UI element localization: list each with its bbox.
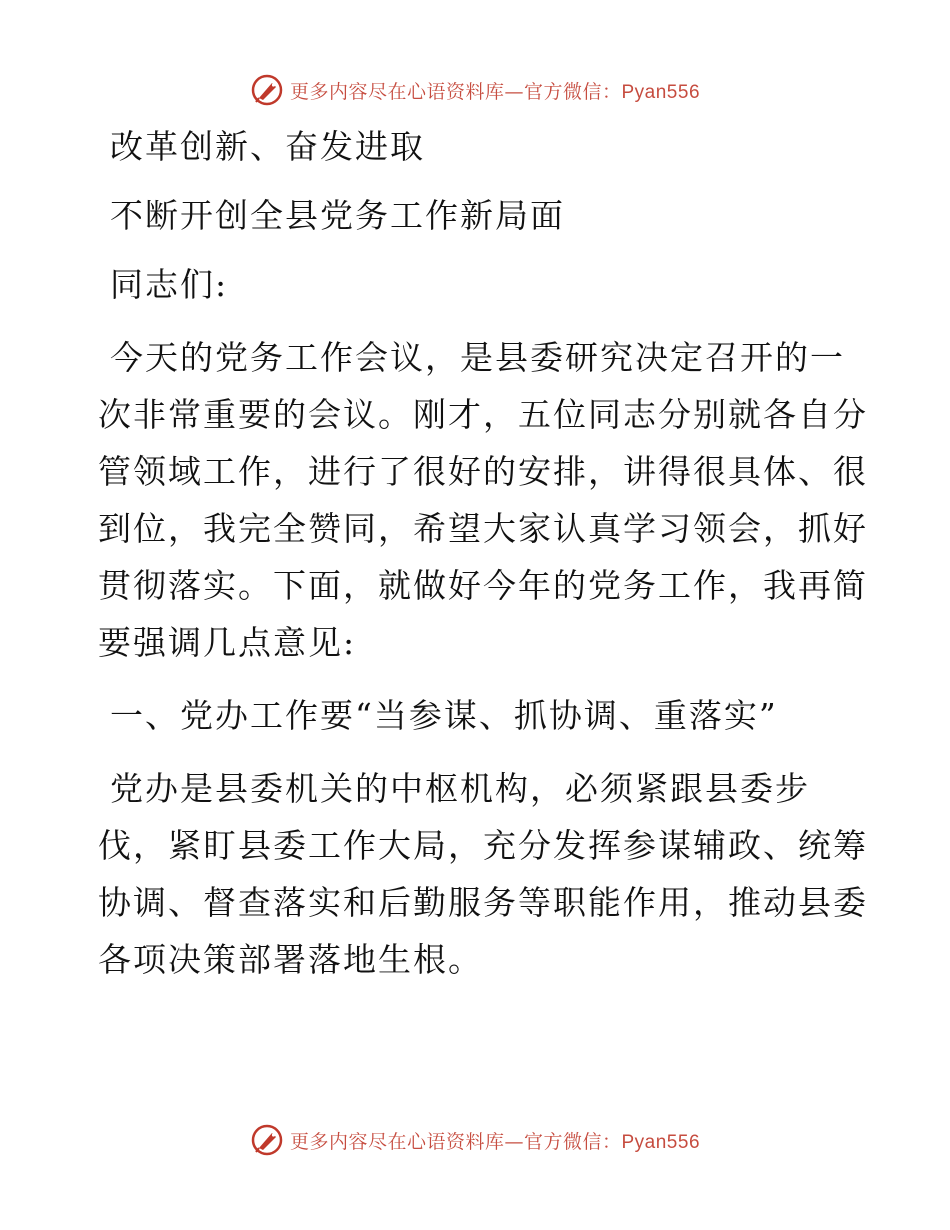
- watermark-text: 更多内容尽在心语资料库—官方微信：Pyan556: [289, 80, 701, 103]
- header-watermark: [0, 70, 950, 110]
- paragraph-line: 协调、督查落实和后勤服务等职能作用，推动县委: [98, 883, 868, 922]
- paragraph-line: 到位，我完全赞同，希望大家认真学习领会，抓好: [98, 509, 868, 548]
- footer-watermark: [0, 1120, 950, 1160]
- document-title-line-2: 不断开创全县党务工作新局面: [110, 196, 565, 235]
- salutation: 同志们:: [110, 265, 229, 304]
- pen-nib-logo-icon: [250, 1123, 284, 1157]
- paragraph-2: [98, 760, 868, 988]
- paragraph-line: 要强调几点意见:: [98, 623, 357, 662]
- document-body: [98, 118, 868, 988]
- paragraph-line: 今天的党务工作会议，是县委研究决定召开的一: [110, 338, 845, 377]
- paragraph-line: 次非常重要的会议。刚才，五位同志分别就各自分: [98, 395, 868, 434]
- paragraph-line: 贯彻落实。下面，就做好今年的党务工作，我再简: [98, 566, 868, 605]
- paragraph-line: 伐，紧盯县委工作大局，充分发挥参谋辅政、统筹: [98, 826, 868, 865]
- paragraph-line: 党办是县委机关的中枢机构，必须紧跟县委步: [110, 769, 810, 808]
- pen-nib-logo-icon: [250, 73, 284, 107]
- document-title-line-1: 改革创新、奋发进取: [110, 127, 425, 166]
- section-heading-1: 一、党办工作要“当参谋、抓协调、重落实”: [110, 696, 778, 735]
- watermark-text: 更多内容尽在心语资料库—官方微信：Pyan556: [289, 1130, 701, 1153]
- paragraph-line: 管领域工作，进行了很好的安排，讲得很具体、很: [98, 452, 868, 491]
- paragraph-1: [98, 329, 868, 671]
- paragraph-line: 各项决策部署落地生根。: [98, 940, 483, 979]
